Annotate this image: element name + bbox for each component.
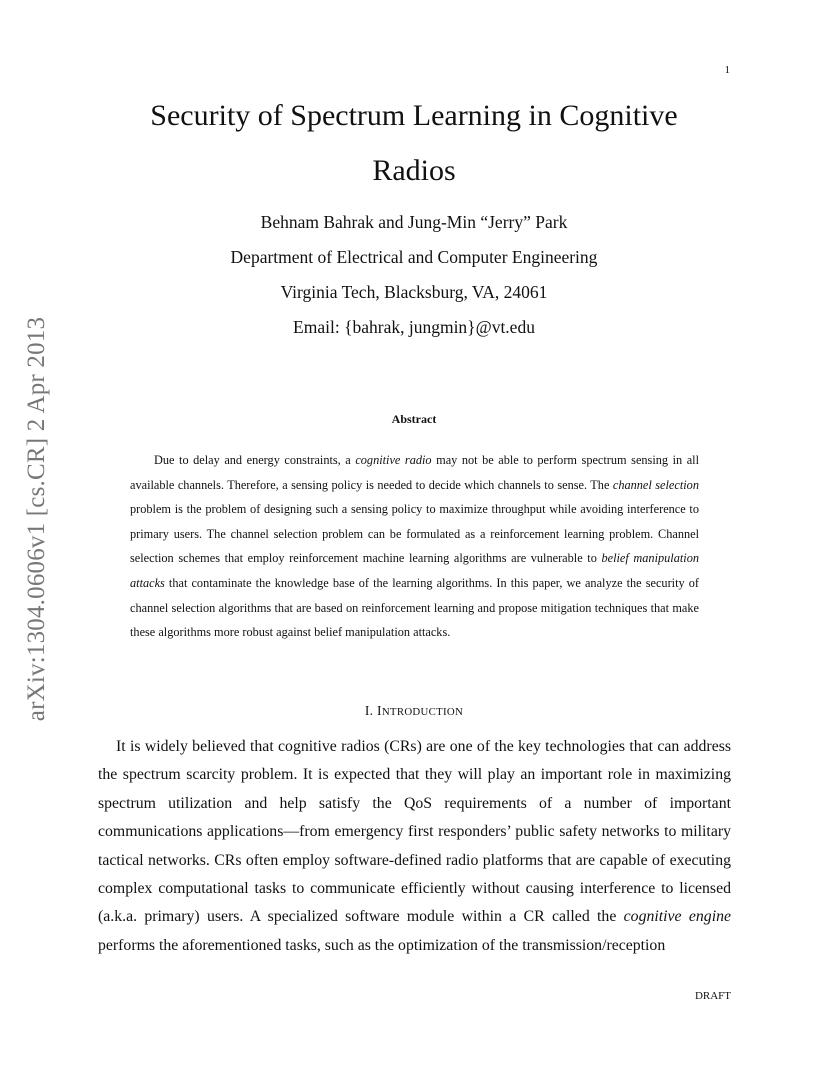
section-title-initial: I — [377, 703, 382, 718]
page-number: 1 — [724, 64, 730, 76]
author-department: Department of Electrical and Computer Engineering — [230, 247, 598, 267]
abstract-body — [130, 448, 699, 645]
author-names: Behnam Bahrak and Jung-Min “Jerry” Park — [260, 212, 568, 232]
title-line-1: Security of Spectrum Learning in Cognitive — [150, 99, 678, 132]
arxiv-identifier: arXiv:1304.0606v1 [cs.CR] 2 Apr 2013 — [23, 316, 50, 722]
draft-footer: DRAFT — [694, 990, 731, 1002]
abstract-term-belief-manipulation: belief manipulation attacks — [130, 551, 699, 590]
section-heading-introduction — [100, 703, 728, 719]
author-institution: Virginia Tech, Blacksburg, VA, 24061 — [280, 282, 548, 302]
intro-text-1: It is widely believed that cognitive radios (CRs) are one of the key technologies that can address the spectrum scarcity problem. It is expected that they will play an important role in maximizing spectrum utilization and help satisfy the QoS requirements of a number of important communications applications—from emergency first responders’ public safety networks to military tactical networks. CRs often employ software-defined radio platforms that are capable of executing complex computational tasks to communicate efficiently without causing interference to licensed (a.k.a. primary) users. A specialized software module within a CR called the — [98, 738, 731, 926]
abstract-text-3: problem is the problem of designing such a sensing policy to maximize throughput while avoiding interference to primary users. The channel selection problem can be formulated as a reinforcement learning problem. Channel selection schemes that employ reinforcement machine learning algorithms are vulnerable to — [130, 502, 699, 566]
author-email: Email: {bahrak, jungmin}@vt.edu — [293, 317, 535, 337]
abstract-term-channel-selection: channel selection — [612, 477, 699, 492]
title-line-2: Radios — [372, 154, 456, 187]
abstract-heading: Abstract — [391, 412, 437, 426]
section-numeral: I. — [364, 703, 378, 718]
paper-title — [100, 88, 728, 198]
intro-term-cognitive-engine: cognitive engine — [623, 908, 731, 926]
section-title-rest: NTRODUCTION — [381, 706, 464, 718]
introduction-paragraph — [98, 733, 731, 960]
abstract-text-2: may not be able to perform spectrum sensing in all available channels. Therefore, a sensing policy is needed to decide which channels to sense. The — [130, 453, 699, 492]
abstract-text-1: Due to delay and energy constraints, a — [154, 453, 356, 467]
abstract-text-4: that contaminate the knowledge base of the learning algorithms. In this paper, we analyze the security of channel selection algorithms that are based on reinforcement learning and propose mitigation techniques that make these algorithms more robust against belief manipulation attacks. — [130, 575, 699, 640]
intro-text-2: performs the aforementioned tasks, such as the optimization of the transmission/reception — [98, 936, 666, 954]
author-block — [100, 205, 728, 345]
abstract-term-cognitive-radio: cognitive radio — [355, 453, 432, 467]
